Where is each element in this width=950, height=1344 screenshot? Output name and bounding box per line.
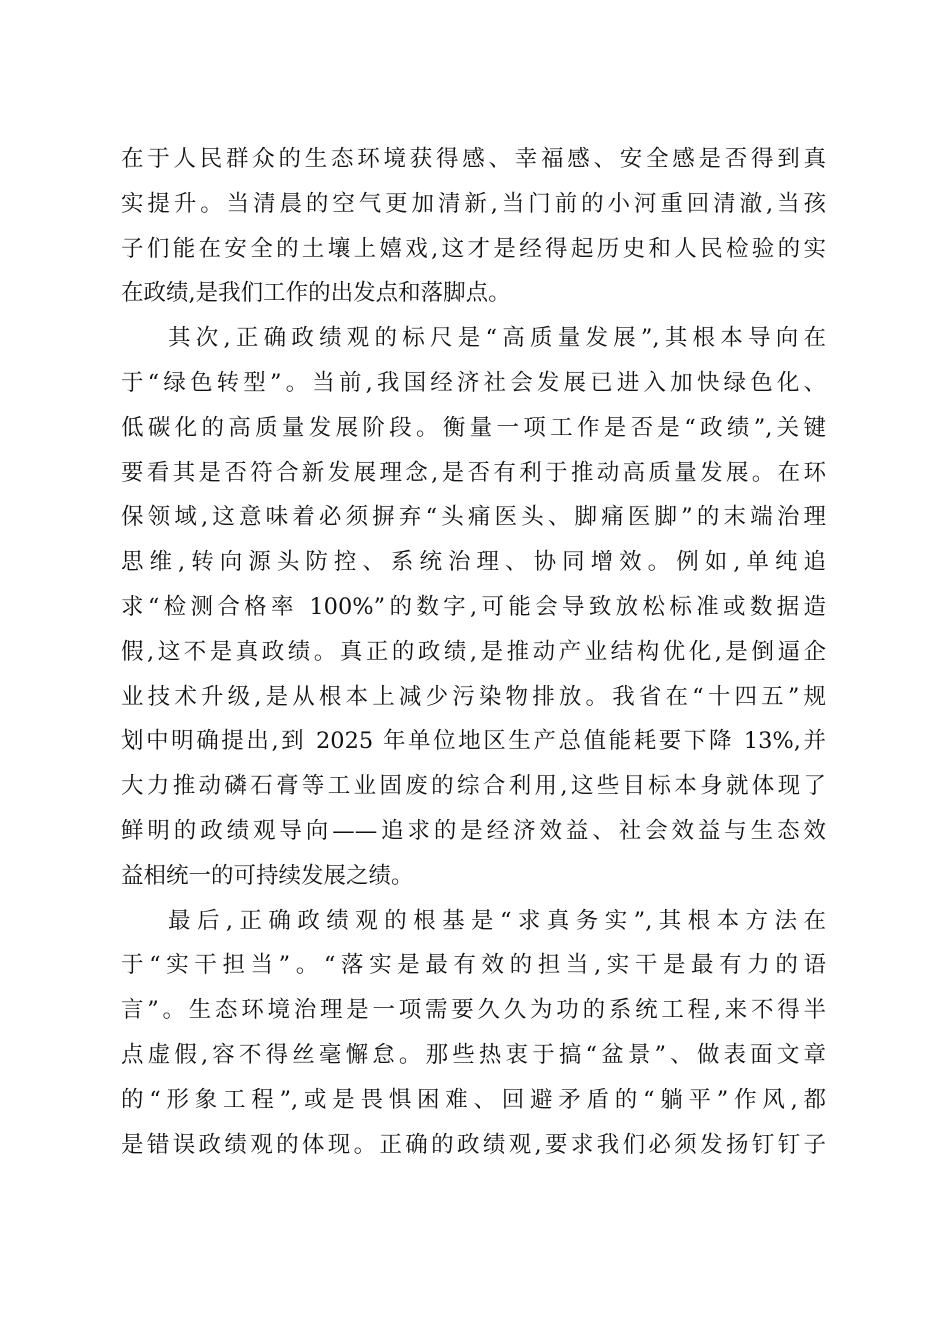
text-line: 保领域,这意味着必须摒弃“头痛医头、脚痛医脚”的末端治理 [121,504,826,531]
text-line: 鲜明的政绩观导向——追求的是经济效益、社会效益与生态效 [121,817,826,844]
text-line: 于“实干担当”。“落实是最有效的担当,实干是最有力的语 [121,952,826,979]
text-line: 子们能在安全的土壤上嬉戏,这才是经得起历史和人民检验的实 [121,235,826,262]
text-line: 假,这不是真政绩。真正的政绩,是推动产业结构优化,是倒逼企 [121,638,826,665]
text-line: 最后,正确政绩观的根基是“求真务实”,其根本方法在 [168,907,826,934]
body-text [121,137,826,1167]
text-line: 益相统一的可持续发展之绩。 [121,862,414,889]
text-line: 是错误政绩观的体现。正确的政绩观,要求我们必须发扬钉钉子 [121,1131,826,1158]
text-line: 求“检测合格率 100%”的数字,可能会导致放松标准或数据造 [121,593,826,620]
text-line: 于“绿色转型”。当前,我国经济社会发展已进入加快绿色化、 [121,369,826,396]
text-line: 其次,正确政绩观的标尺是“高质量发展”,其根本导向在 [168,325,826,352]
paragraph-1 [121,137,826,316]
text-line: 要看其是否符合新发展理念,是否有利于推动高质量发展。在环 [121,459,826,486]
text-line: 实提升。当清晨的空气更加清新,当门前的小河重回清澈,当孩 [121,190,826,217]
text-line: 思维,转向源头防控、系统治理、协同增效。例如,单纯追 [121,549,826,576]
text-line: 言”。生态环境治理是一项需要久久为功的系统工程,来不得半 [121,997,826,1024]
text-line: 在政绩,是我们工作的出发点和落脚点。 [121,280,511,307]
text-line: 低碳化的高质量发展阶段。衡量一项工作是否是“政绩”,关键 [121,414,826,441]
text-line: 划中明确提出,到 2025 年单位地区生产总值能耗要下降 13%,并 [121,728,826,755]
text-line: 业技术升级,是从根本上减少污染物排放。我省在“十四五”规 [121,683,826,710]
paragraph-3 [121,899,826,1168]
text-line: 在于人民群众的生态环境获得感、幸福感、安全感是否得到真 [121,146,826,172]
text-line: 点虚假,容不得丝毫懈怠。那些热衷于搞“盆景”、做表面文章 [121,1041,826,1068]
paragraph-2 [121,316,826,898]
text-line: 的“形象工程”,或是畏惧困难、回避矛盾的“躺平”作风,都 [121,1086,826,1113]
text-line: 大力推动磷石膏等工业固废的综合利用,这些目标本身就体现了 [121,773,826,800]
